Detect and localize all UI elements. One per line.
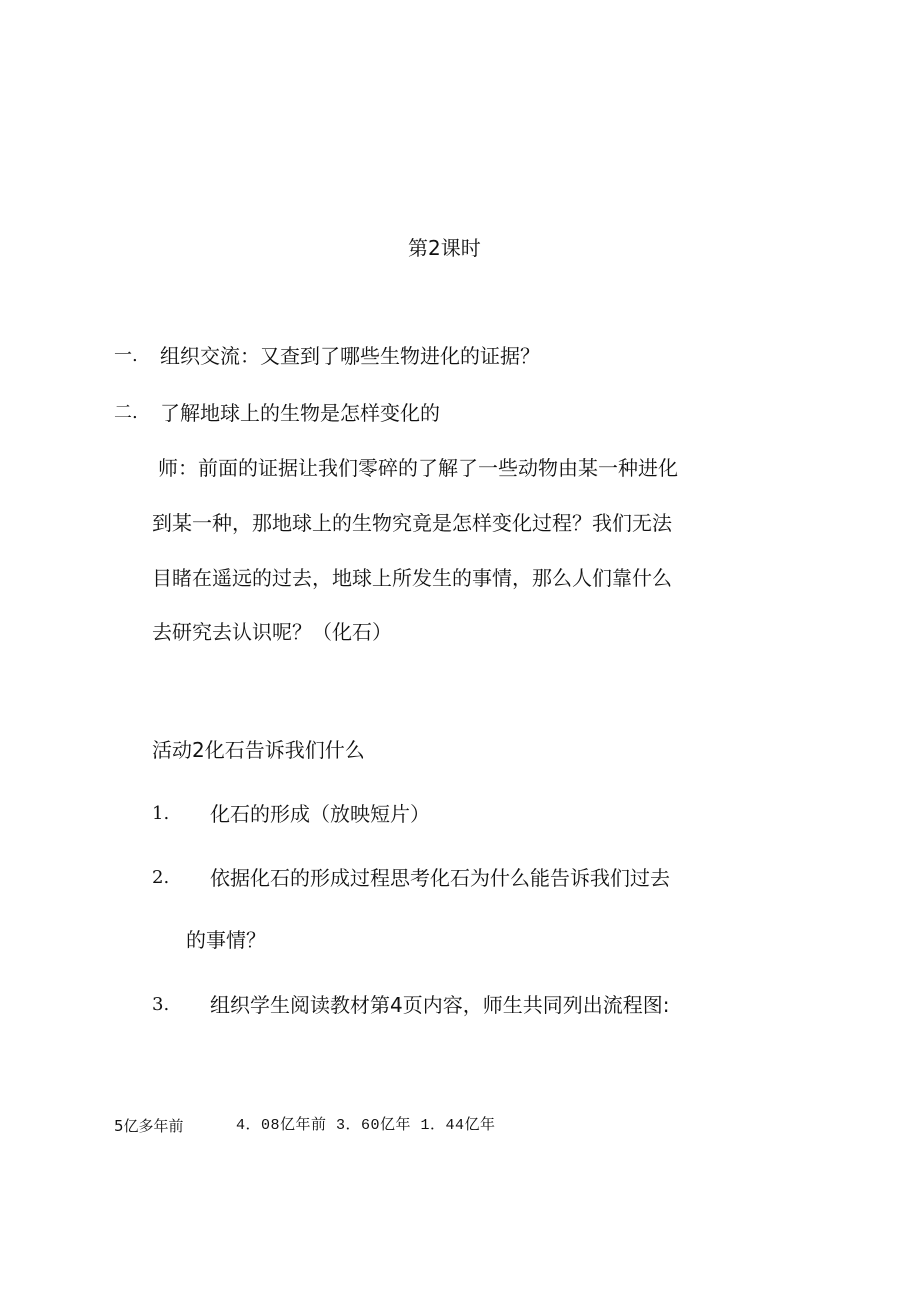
- step-text-2-continuation: 的事情？: [186, 928, 266, 952]
- paragraph-line-4: 去研究去认识呢？（化石）: [152, 620, 392, 644]
- section-text-2: 了解地球上的生物是怎样变化的: [160, 401, 440, 425]
- page-title: 第2课时: [408, 236, 481, 260]
- paragraph-line-2: 到某一种，那地球上的生物究竟是怎样变化过程？我们无法: [152, 511, 672, 535]
- step-number-2: 2.: [152, 867, 170, 888]
- paragraph-line-1: 师：前面的证据让我们零碎的了解了一些动物由某一种进化: [158, 456, 678, 480]
- step-text-3: 组织学生阅读教材第4页内容，师生共同列出流程图:: [210, 993, 670, 1017]
- step-text-2: 依据化石的形成过程思考化石为什么能告诉我们过去: [210, 866, 670, 890]
- section-marker-2: 二.: [114, 402, 138, 423]
- step-number-3: 3.: [152, 994, 170, 1015]
- timeline-first: 5亿多年前: [114, 1117, 184, 1135]
- step-number-1: 1.: [152, 803, 170, 824]
- timeline-rest: 4．08亿年前 3．60亿年 1．44亿年: [236, 1117, 496, 1134]
- paragraph-line-3: 目睹在遥远的过去，地球上所发生的事情，那么人们靠什么: [152, 566, 672, 590]
- step-text-1: 化石的形成（放映短片）: [210, 802, 430, 826]
- activity-title: 活动2化石告诉我们什么: [152, 738, 365, 762]
- section-text-1: 组织交流：又查到了哪些生物进化的证据？: [160, 344, 540, 368]
- section-marker-1: 一.: [114, 345, 138, 366]
